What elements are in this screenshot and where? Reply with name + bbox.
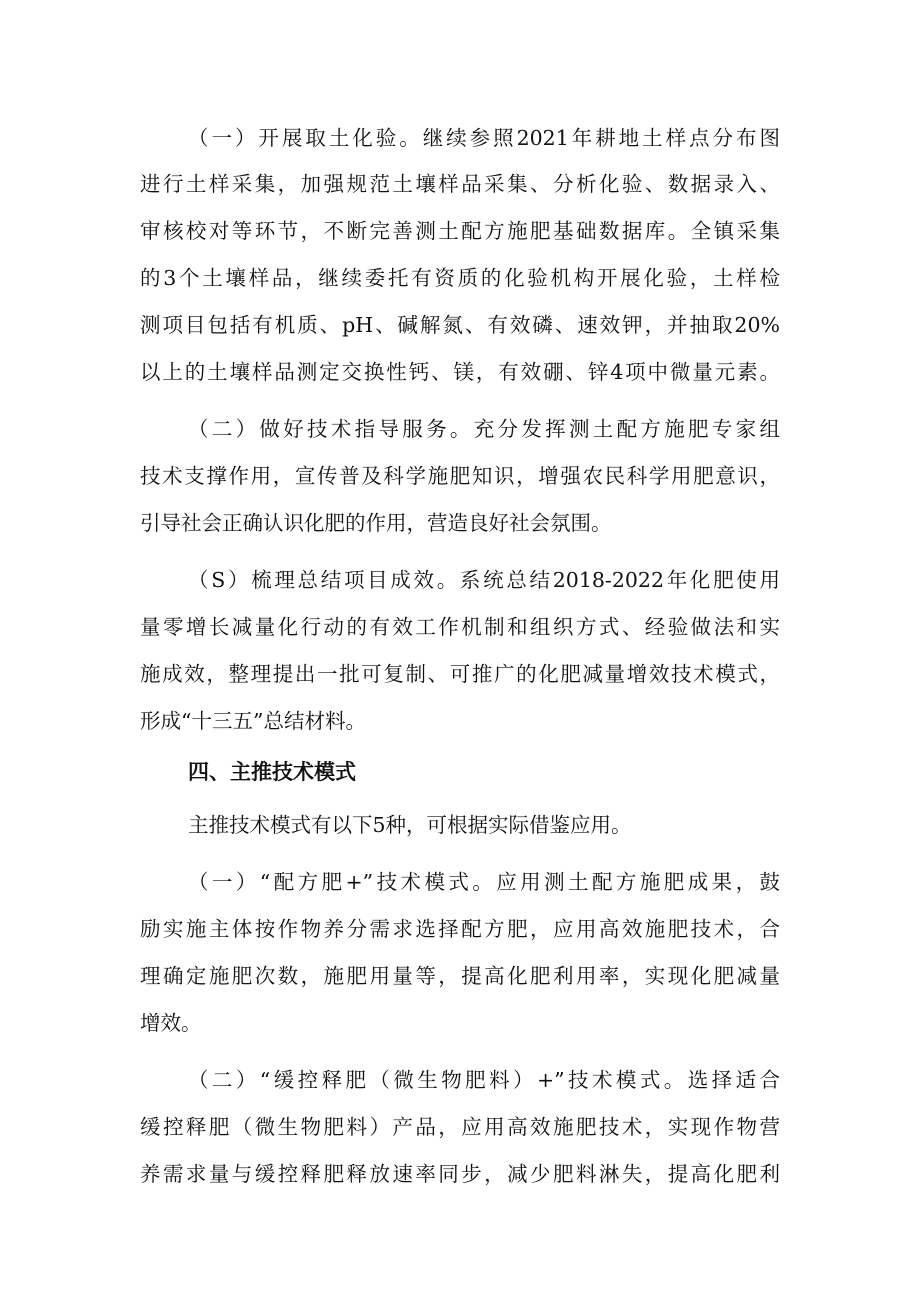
- paragraph-3-line-2: 量零增长减量化行动的有效工作机制和组织方式、经验做法和实: [140, 615, 780, 639]
- paragraph-1-line-1: （一）开展取土化验。继续参照2021年耕地土样点分布图: [188, 126, 780, 150]
- paragraph-6-line-3: 养需求量与缓控释肥释放速率同步，减少肥料淋失，提高化肥利: [140, 1162, 780, 1186]
- paragraph-4-line-1: 主推技术模式有以下5种，可根据实际借鉴应用。: [188, 813, 632, 837]
- paragraph-2-line-1: （二）做好技术指导服务。充分发挥测土配方施肥专家组: [188, 417, 780, 441]
- paragraph-2-line-3: 引导社会正确认识化肥的作用，营造良好社会氛围。: [140, 511, 612, 535]
- paragraph-5-line-2: 励实施主体按作物养分需求选择配方肥，应用高效施肥技术，合: [140, 917, 780, 941]
- paragraph-3-line-3: 施成效，整理提出一批可复制、可推广的化肥减量增效技术模式，: [140, 662, 780, 686]
- paragraph-5-line-3: 理确定施肥次数，施肥用量等，提高化肥利用率，实现化肥减量: [140, 964, 780, 988]
- paragraph-3-line-1: （S）梳理总结项目成效。系统总结2018-2022年化肥使用: [188, 568, 780, 592]
- paragraph-2-line-2: 技术支撑作用，宣传普及科学施肥知识，增强农民科学用肥意识，: [140, 464, 780, 488]
- paragraph-3-line-4: 形成“十三五”总结材料。: [140, 709, 366, 733]
- paragraph-5-line-4: 增效。: [140, 1011, 202, 1035]
- paragraph-1-line-5: 测项目包括有机质、pH、碱解氮、有效磷、速效钾，并抽取20%: [140, 313, 780, 337]
- paragraph-1-line-3: 审核校对等环节，不断完善测土配方施肥基础数据库。全镇采集: [140, 219, 780, 243]
- paragraph-5-line-1: （一）“配方肥+”技术模式。应用测土配方施肥成果，鼓: [188, 870, 780, 894]
- section-heading: 四、主推技术模式: [188, 760, 356, 784]
- paragraph-1-line-2: 进行土样采集，加强规范土壤样品采集、分析化验、数据录入、: [140, 172, 780, 196]
- paragraph-1-line-4: 的3个土壤样品，继续委托有资质的化验机构开展化验，土样检: [140, 266, 780, 290]
- paragraph-6-line-1: （二）“缓控释肥（微生物肥料）+”技术模式。选择适合: [188, 1068, 780, 1092]
- paragraph-6-line-2: 缓控释肥（微生物肥料）产品，应用高效施肥技术，实现作物营: [140, 1115, 780, 1139]
- paragraph-1-line-6: 以上的土壤样品测定交换性钙、镁，有效硼、锌4项中微量元素。: [140, 360, 780, 384]
